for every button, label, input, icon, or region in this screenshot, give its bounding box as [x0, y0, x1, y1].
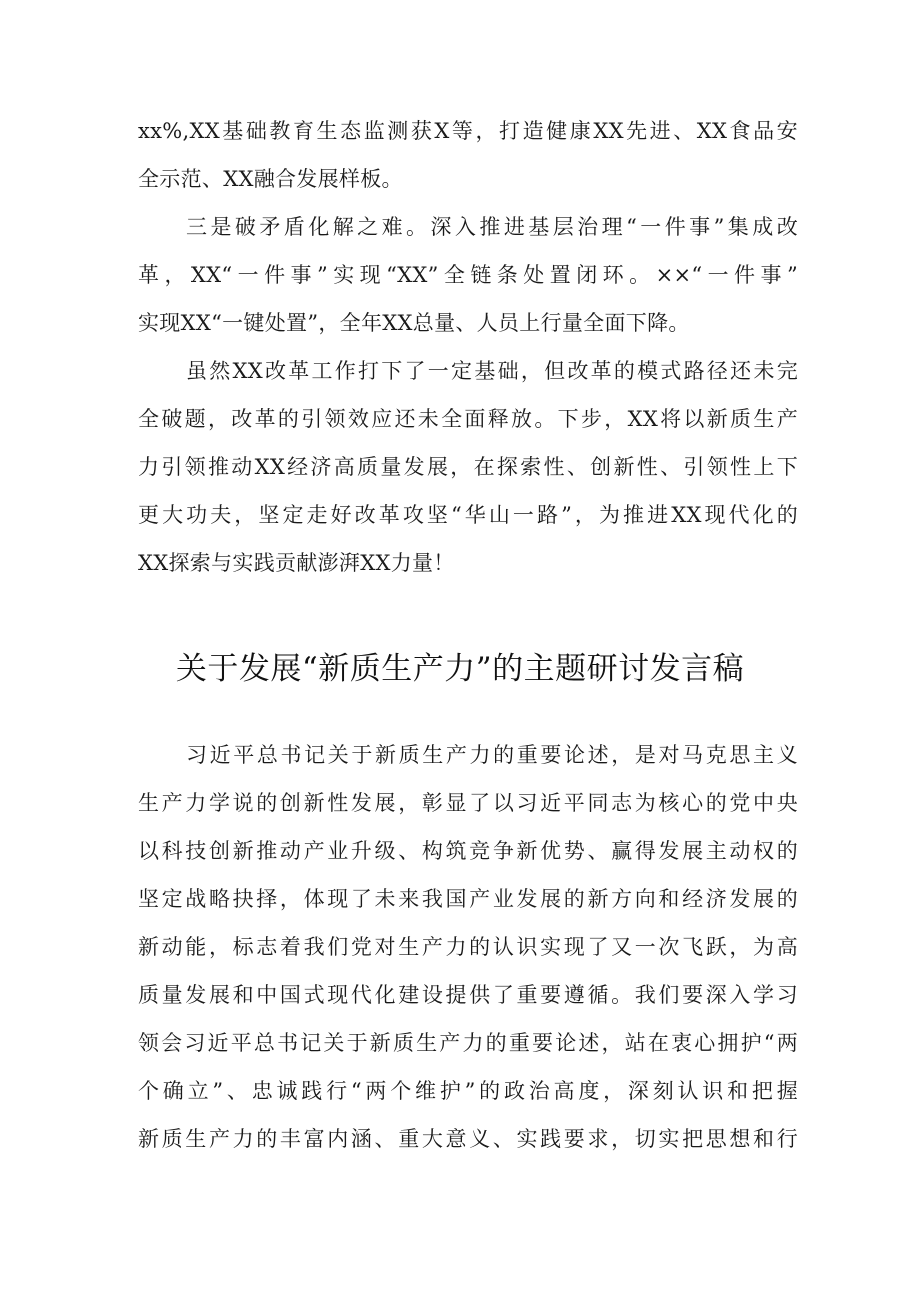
text-line: 坚定战略抉择，体现了未来我国产业发展的新方向和经济发展的	[138, 887, 798, 911]
text-line: xx%,XX基础教育生态监测获X等，打造健康XX先进、XX食品安	[138, 119, 798, 143]
text-line: 全破题，改革的引领效应还未全面释放。下步，XX将以新质生产	[138, 407, 798, 431]
text-line: 三是破矛盾化解之难。深入推进基层治理“一件事”集成改	[186, 215, 798, 239]
text-line: 实现XX“一键处置”，全年XX总量、人员上行量全面下降。	[138, 311, 690, 335]
text-line: 以科技创新推动产业升级、构筑竞争新优势、赢得发展主动权的	[138, 839, 798, 863]
text-line: 领会习近平总书记关于新质生产力的重要论述，站在衷心拥护“两	[138, 1031, 798, 1055]
text-line: 全示范、XX融合发展样板。	[138, 167, 403, 191]
article-title: 关于发展“新质生产力”的主题研讨发言稿	[175, 651, 745, 687]
text-line: 习近平总书记关于新质生产力的重要论述，是对马克思主义	[186, 743, 798, 767]
text-line: 个确立”、忠诚践行“两个维护”的政治高度，深刻认识和把握	[138, 1079, 798, 1103]
text-line: 更大功夫，坚定走好改革攻坚“华山一路”，为推进XX现代化的	[138, 503, 798, 527]
text-line: 生产力学说的创新性发展，彰显了以习近平同志为核心的党中央	[138, 791, 798, 815]
text-line: 力引领推动XX经济高质量发展，在探索性、创新性、引领性上下	[138, 455, 798, 479]
text-line: 新动能，标志着我们党对生产力的认识实现了又一次飞跃，为高	[138, 935, 798, 959]
text-line: 虽然XX改革工作打下了一定基础，但改革的模式路径还未完	[186, 359, 798, 383]
text-line: 质量发展和中国式现代化建设提供了重要遵循。我们要深入学习	[138, 983, 798, 1007]
text-line: 新质生产力的丰富内涵、重大意义、实践要求，切实把思想和行	[138, 1127, 798, 1151]
text-line: 革，XX“一件事”实现“XX”全链条处置闭环。××“一件事”	[138, 263, 798, 287]
text-line: XX探索与实践贡献澎湃XX力量！	[138, 551, 455, 575]
